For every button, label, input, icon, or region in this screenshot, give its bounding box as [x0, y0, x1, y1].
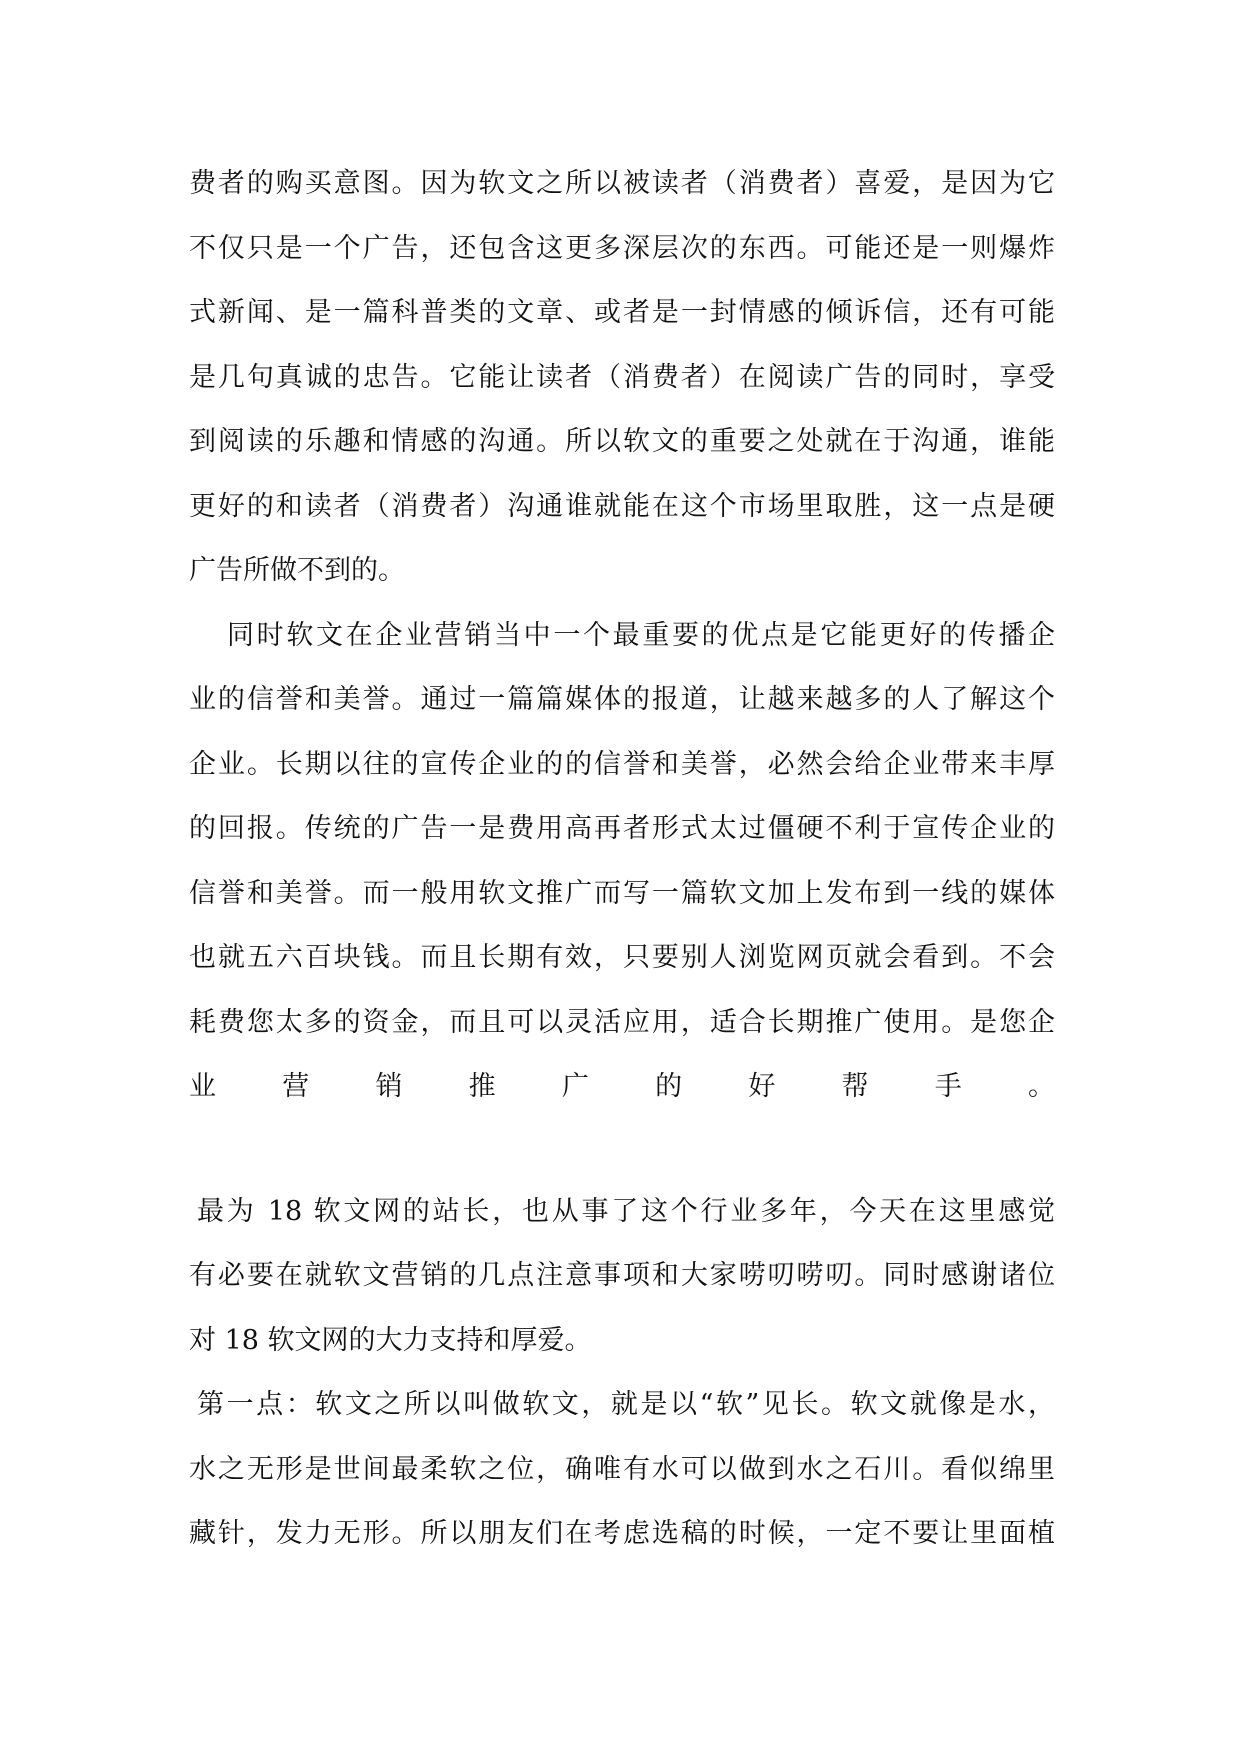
paragraph-spacer	[189, 1120, 1055, 1180]
text-line: 的回报。传统的广告一是费用高再者形式太过僵硬不利于宣传企业的	[189, 813, 1055, 844]
text-line: 是几句真诚的忠告。它能让读者（消费者）在阅读广告的同时，享受	[189, 361, 1055, 393]
text-line: 也就五六百块钱。而且长期有效，只要别人浏览网页就会看到。不会	[189, 942, 1055, 973]
text-line: 更好的和读者（消费者）沟通谁就能在这个市场里取胜，这一点是硬	[189, 490, 1055, 522]
document-body	[189, 152, 1055, 1567]
text-line: 藏针，发力无形。所以朋友们在考虑选稿的时候，一定不要让里面植	[189, 1518, 1055, 1549]
paragraph-reputation-advantage	[189, 604, 1055, 1120]
text-line: 式新闻、是一篇科普类的文章、或者是一封情感的倾诉信，还有可能	[189, 297, 1055, 328]
text-line: 广告所做不到的。	[189, 555, 405, 586]
text-line: 水之无形是世间最柔软之位，确唯有水可以做到水之石川。看似绵里	[189, 1453, 1055, 1485]
text-line: 业的信誉和美誉。通过一篇篇媒体的报道，让越来越多的人了解这个	[189, 684, 1055, 715]
text-line: 信誉和美誉。而一般用软文推广而写一篇软文加上发布到一线的媒体	[189, 877, 1055, 909]
text-line: 企业。长期以往的宣传企业的的信誉和美誉，必然会给企业带来丰厚	[189, 748, 1055, 780]
text-line: 耗费您太多的资金，而且可以灵活应用，适合长期推广使用。是您企	[189, 1006, 1055, 1038]
paragraph-point-one	[189, 1373, 1055, 1567]
paragraph-soft-article-appeal	[189, 152, 1055, 604]
text-line: 第一点：软文之所以叫做软文，就是以“软”见长。软文就像是水，	[197, 1389, 1055, 1420]
text-line: 有必要在就软文营销的几点注意事项和大家唠叨唠叨。同时感谢诸位	[189, 1260, 1055, 1291]
text-line: 业营销推广的好帮手。	[189, 1071, 1055, 1102]
text-line: 费者的购买意图。因为软文之所以被读者（消费者）喜爱，是因为它	[189, 168, 1055, 199]
text-line: 不仅只是一个广告，还包含这更多深层次的东西。可能还是一则爆炸	[189, 232, 1055, 264]
text-line: 对 18 软文网的大力支持和厚爱。	[189, 1324, 592, 1356]
text-line: 同时软文在企业营销当中一个最重要的优点是它能更好的传播企	[227, 619, 1055, 651]
text-line: 到阅读的乐趣和情感的沟通。所以软文的重要之处就在于沟通，谁能	[189, 426, 1055, 457]
paragraph-site-owner-intro	[189, 1180, 1055, 1374]
text-line: 最为 18 软文网的站长，也从事了这个行业多年，今天在这里感觉	[197, 1195, 1055, 1227]
